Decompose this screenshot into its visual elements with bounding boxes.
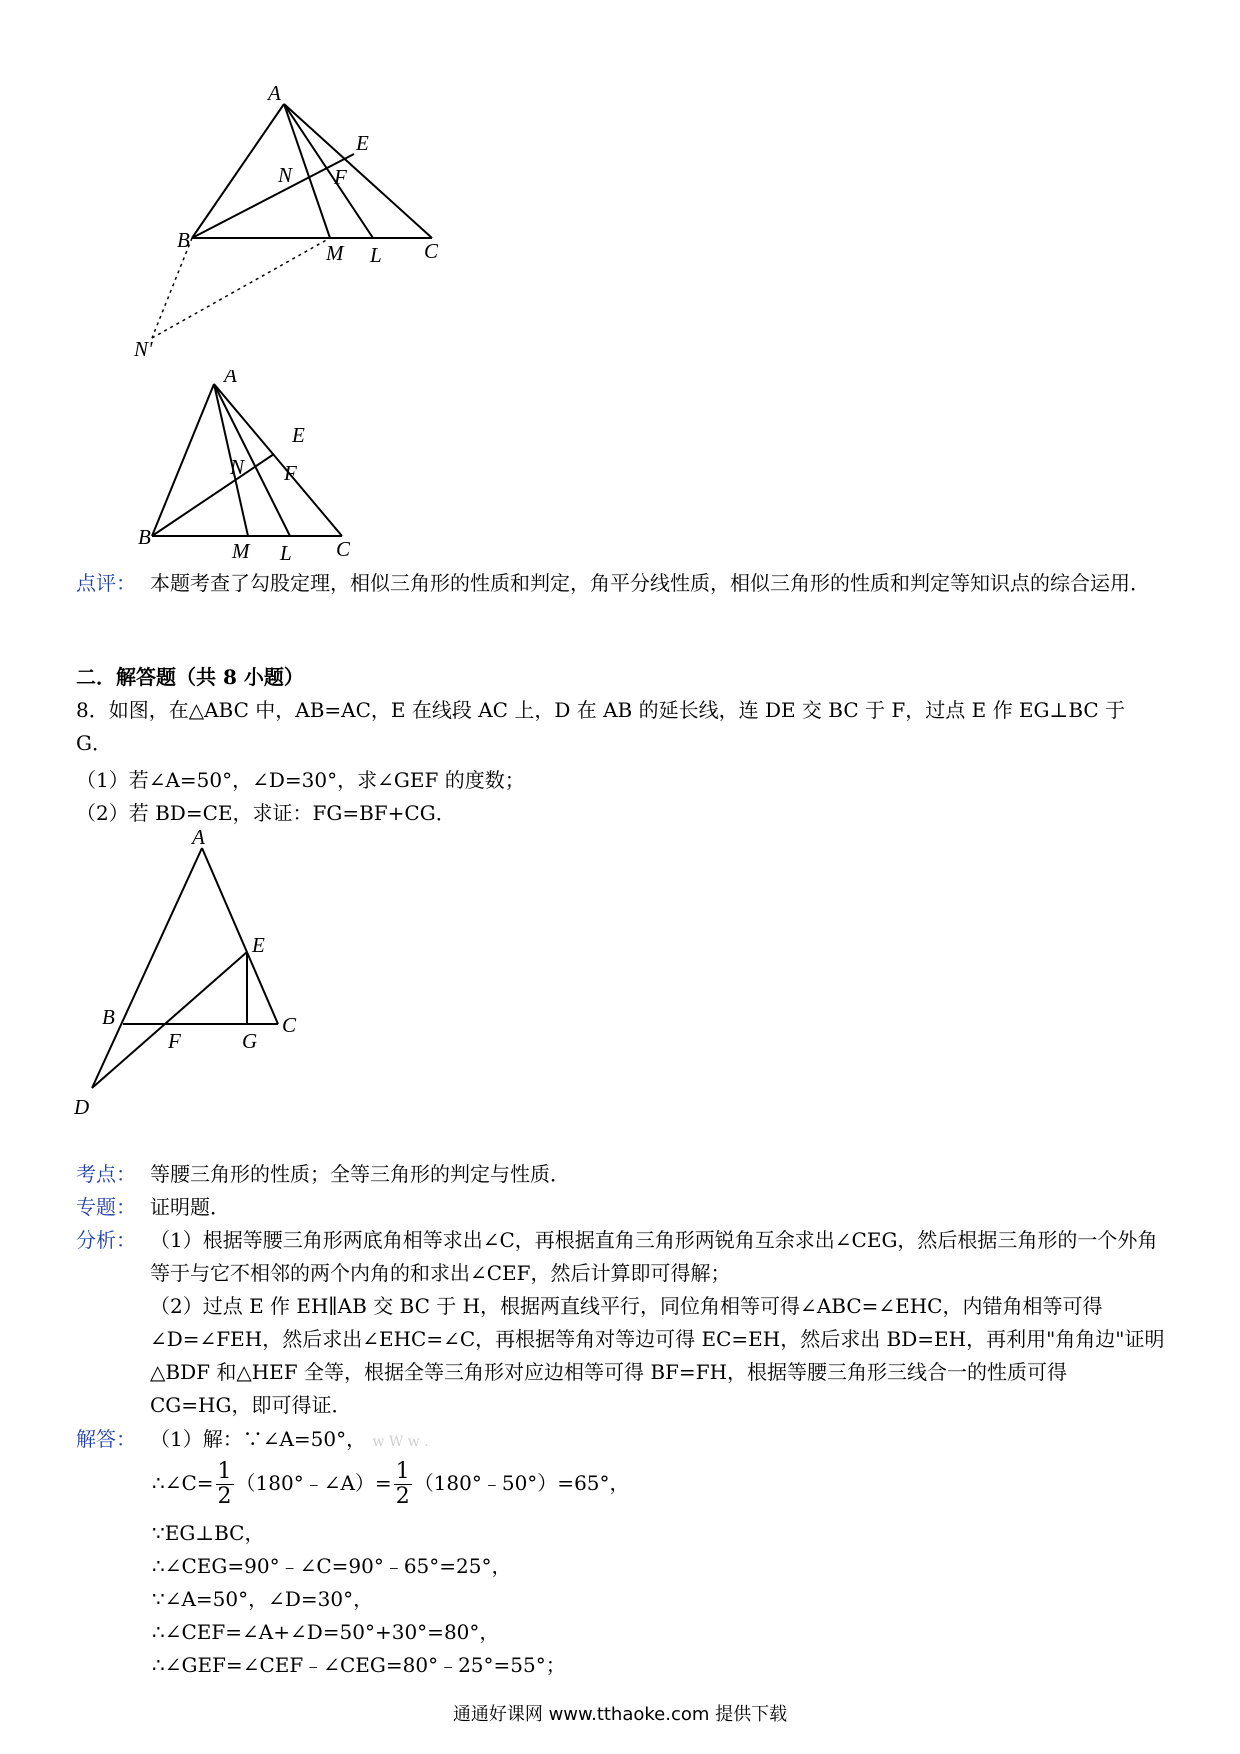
figure-3-svg	[70, 830, 330, 1120]
fig3-line-de	[92, 952, 247, 1088]
jieda-line2-a: ∴∠C=	[152, 1471, 214, 1495]
kaodian-text: 等腰三角形的性质；全等三角形的判定与性质．	[150, 1162, 570, 1186]
fenxi-p2: （2）过点 E 作 EH∥AB 交 BC 于 H，根据两直线平行，同位角相等可得∠ABC=∠EHC，内错角相等可得∠D=∠FEH，然后求出∠EHC=∠C，再根据等角对等边可得 EC=EH，然后求出 BD=EH，再利用"角角边"证明△BDF 和△HEF 全等，根据全等三角形对应边相等可得 BF=FH，根据等腰三角形三线合一的性质可得 CG=HG，即可得证．	[150, 1294, 1165, 1417]
fig1-line-ab	[192, 104, 284, 238]
page-footer: 通通好课网 www.tthaoke.com 提供下载	[452, 1704, 788, 1725]
fig1-label-m: M	[326, 241, 344, 265]
fig3-label-f: F	[168, 1029, 181, 1053]
fig1-label-l: L	[370, 243, 382, 267]
fig3-label-g: G	[242, 1029, 258, 1053]
kaodian-label: 考点：	[76, 1162, 136, 1186]
fig1-dash-bn	[152, 238, 192, 338]
fenxi-label: 分析：	[76, 1228, 136, 1252]
problem-part2: （2）若 BD=CE，求证：FG=BF+CG．	[76, 801, 456, 825]
fig2-line-ab	[152, 384, 214, 536]
frac2-num: 1	[395, 1459, 410, 1484]
figure-3	[70, 830, 330, 1120]
figure-2	[130, 370, 410, 565]
fig1-label-n: N	[278, 163, 293, 187]
jieda-line5: ∵∠A=50°，∠D=30°，	[152, 1587, 374, 1611]
jieda-line6: ∴∠CEF=∠A+∠D=50°+30°=80°，	[152, 1620, 500, 1644]
review-label: 点评：	[76, 571, 136, 595]
zhuanti-text: 证明题．	[150, 1195, 230, 1219]
zhuanti-label: 专题：	[76, 1195, 136, 1219]
fig1-line-al	[284, 104, 373, 238]
fig3-label-a: A	[192, 830, 205, 849]
frac1-num: 1	[217, 1459, 232, 1484]
fig3-label-b: B	[102, 1005, 115, 1029]
jieda-line1-text: （1）解：∵∠A=50°，	[150, 1427, 367, 1451]
fig3-label-d: D	[74, 1095, 90, 1119]
fig2-label-l: L	[280, 541, 292, 565]
problem-stem: 8．如图，在△ABC 中，AB=AC，E 在线段 AC 上，D 在 AB 的延长线，连 DE 交 BC 于 F，过点 E 作 EG⊥BC 于 G．	[76, 698, 1126, 755]
fig2-label-m: M	[232, 539, 250, 563]
jieda-line2-b: （180°﹣∠A）=	[235, 1471, 392, 1495]
fig2-label-a: A	[224, 370, 237, 387]
problem-part1: （1）若∠A=50°，∠D=30°，求∠GEF 的度数；	[76, 768, 525, 792]
fig2-label-f: F	[284, 461, 297, 485]
fig1-label-a: A	[268, 81, 281, 105]
review-text: 本题考查了勾股定理，相似三角形的性质和判定，角平分线性质，相似三角形的性质和判定等知识点的综合运用．	[150, 571, 1150, 595]
fig1-label-c: C	[424, 239, 439, 263]
fig1-label-f: F	[334, 165, 347, 189]
section-title: 二．解答题（共 8 小题）	[76, 665, 304, 689]
fig2-label-b: B	[138, 525, 151, 549]
fig3-line-ac	[202, 848, 278, 1024]
fig2-label-c: C	[336, 537, 351, 561]
jieda-label: 解答：	[76, 1427, 136, 1451]
fig1-dash-nm	[152, 238, 330, 338]
figure-1	[130, 80, 450, 370]
figure-2-svg	[130, 370, 410, 565]
jieda-line3: ∵EG⊥BC，	[152, 1521, 265, 1545]
fig1-label-e: E	[356, 131, 369, 155]
fig2-label-n: N	[230, 455, 245, 479]
fig1-label-b: B	[177, 228, 190, 252]
fraction-half-2	[394, 1460, 412, 1509]
fig3-label-e: E	[252, 933, 265, 957]
frac2-den: 2	[395, 1484, 410, 1509]
jieda-line2-c: （180°﹣50°）=65°，	[413, 1471, 630, 1495]
fig3-line-ad	[92, 848, 202, 1088]
frac1-den: 2	[217, 1484, 232, 1509]
jieda-line2	[152, 1460, 630, 1509]
fig3-label-c: C	[282, 1013, 297, 1037]
jieda-line4: ∴∠CEG=90°﹣∠C=90°﹣65°=25°，	[152, 1554, 512, 1578]
jieda-line7: ∴∠GEF=∠CEF﹣∠CEG=80°﹣25°=55°；	[152, 1653, 566, 1677]
fraction-half-1	[216, 1460, 234, 1509]
watermark-text: w W w .	[372, 1434, 429, 1450]
fenxi-p1: （1）根据等腰三角形两底角相等求出∠C，再根据直角三角形两锐角互余求出∠CEG，然后根据三角形的一个外角等于与它不相邻的两个内角的和求出∠CEF，然后计算即可得解；	[150, 1228, 1158, 1285]
figure-1-svg	[130, 80, 450, 370]
fig1-line-be	[192, 154, 354, 238]
fig2-label-e: E	[292, 423, 305, 447]
fig1-label-n-prime: N'	[134, 337, 153, 361]
jieda-line1	[150, 1423, 1170, 1459]
